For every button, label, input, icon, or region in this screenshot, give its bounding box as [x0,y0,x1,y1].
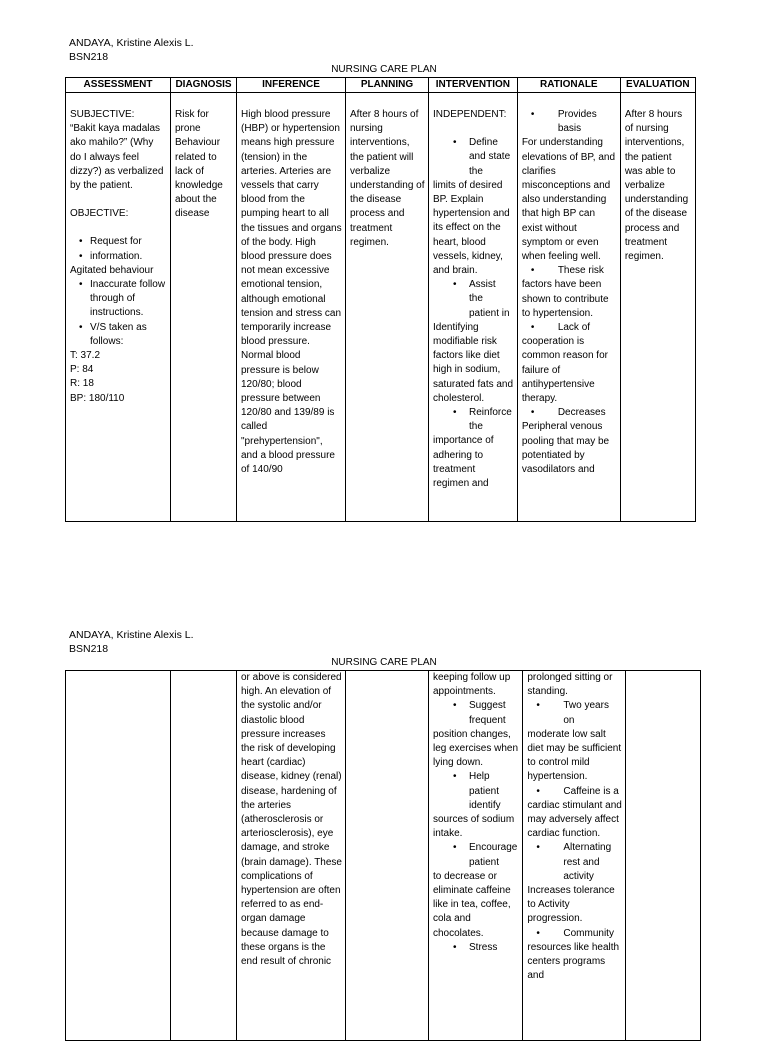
assessment-item-3: • Inaccurate follow through of instructions. [70,278,167,321]
assessment-cell [66,93,171,522]
assessment-item-4: • V/S taken as follows: [70,321,167,349]
student-name-text-page2: ANDAYA, Kristine Alexis L. [69,629,194,641]
rationale-6-tail: cardiac stimulant and may adversely affect cardiac function. [527,799,622,840]
rationale-1-head: • Provides basis [522,108,617,136]
vital-temp: T: 37.2 [70,350,101,362]
content-row-page1 [66,93,696,522]
intervention-1-head: • Define and state the [433,136,514,179]
rationale-1-tail: For understanding elevations of BP, and clarifies misconceptions and also understanding that high BP can exist without symptom or even when feeling well. [521,137,616,263]
rationale-8-tail: resources like health centers programs and [527,941,620,982]
planning-cell-page2 [346,671,429,1041]
rationale-cont: prolonged sitting or standing. [527,672,613,698]
agitated-behaviour: Agitated behaviour [70,264,154,276]
diagnosis-cell [171,93,237,522]
diagnosis-cell-page2 [171,671,237,1041]
content-row-page2 [66,671,701,1041]
intervention-cell [429,93,518,522]
evaluation-cell [620,93,695,522]
intervention-5-head: • Help patient identify [433,770,519,813]
intervention-cell-page2 [429,671,523,1041]
rationale-6-head: • Caffeine is a [527,785,622,799]
intervention-7-head: • Stress [433,941,519,955]
inference-cell [237,93,346,522]
plan-title-page2: NURSING CARE PLAN [331,657,437,668]
student-name [69,36,194,64]
inference-text-1: High blood pressure (HBP) or hypertension means high pressure (tension) in the arteries. Arteries are vessels that carry blood from the pumping heart to all the tissues and organs of the body. High blood pressure does not mean excessive emotional tension, although emotional tension and stress can temporarily increase blood pressure. Normal blood pressure is below 120/80; blood pressure between 120/80 and 139/89 is called "prehypertension", and a blood pressure of 140/90 [241,109,342,476]
student-name-text: ANDAYA, Kristine Alexis L. [69,37,194,49]
planning-text: After 8 hours of nursing interventions, the patient will verbalize understanding of the disease process and treatment regimen. [350,109,425,248]
inference-text-2: or above is considered high. An elevation of the systolic and/or diastolic blood pressure increases the risk of developing heart (cardiac) disease, kidney (renal) disease, hardening of the arteries (atherosclerosis or arteriosclerosis), eye damage, and stroke (brain damage). These complications of hypertension are often referred to as end-organ damage because damage to these organs is the end result of chronic [241,672,342,968]
assessment-item-1: • Request for [70,235,167,249]
rationale-cell-page2 [523,671,626,1041]
evaluation-cell-page2 [626,671,701,1041]
rationale-8-head: • Community [527,927,622,941]
section-text-page2: BSN218 [69,643,109,655]
intervention-cont: keeping follow up appointments. [433,672,511,698]
rationale-7-head: • Alternating rest and activity [527,841,622,884]
plan-title: NURSING CARE PLAN [331,64,437,75]
vital-resp: R: 18 [70,378,94,390]
intervention-1-tail: limits of desired BP. Explain hypertension and its effect on the heart, blood vessels, kidney, and brain. [433,179,510,277]
subjective-text: “Bakit kaya madalas ako mahilo?” (Why do I always feel dizzy?) as verbalized by the patient. [70,123,164,192]
header-assessment: ASSESSMENT [66,78,171,93]
inference-cell-page2 [237,671,346,1041]
intervention-6-tail: to decrease or eliminate caffeine like in tea, coffee, cola and chocolates. [433,870,511,939]
objective-label: OBJECTIVE: [70,208,129,220]
intervention-4-head: • Suggest frequent [433,699,519,727]
header-diagnosis: DIAGNOSIS [171,78,237,93]
assessment-cell-page2 [66,671,171,1041]
rationale-5-head: • Two years on [527,699,622,727]
independent-label: INDEPENDENT: [433,109,507,120]
care-plan-table-page1 [65,77,696,522]
rationale-3-tail: cooperation is common reason for failure of antihypertensive therapy. [521,336,608,405]
intervention-2-head: • Assist the patient in [433,278,514,321]
rationale-4-tail: Peripheral venous pooling that may be potentiated by vasodilators and [521,421,610,476]
section-text: BSN218 [69,51,109,63]
rationale-2-tail: factors have been shown to contribute to hypertension. [521,279,609,319]
vital-pulse: P: 84 [70,364,94,376]
subjective-label: SUBJECTIVE: [70,109,135,120]
diagnosis-text: Risk for prone Behaviour related to lack of knowledge about the disease [175,109,223,220]
rationale-5-tail: moderate low salt diet may be sufficient to control mild hypertension. [527,728,622,783]
planning-cell [346,93,429,522]
student-name-page2 [69,628,194,656]
care-plan-table-page2 [65,670,701,1041]
evaluation-text: After 8 hours of nursing interventions, the patient was able to verbalize understanding of the disease process and treatment regimen. [624,109,689,263]
rationale-7-tail: Increases tolerance to Activity progression. [527,885,615,925]
assessment-item-2: • information. [70,250,167,264]
header-planning: PLANNING [346,78,429,93]
header-evaluation: EVALUATION [620,78,695,93]
header-inference: INFERENCE [237,78,346,93]
header-rationale: RATIONALE [517,78,620,93]
intervention-3-head: • Reinforce the [433,406,514,434]
vital-bp: BP: 180/110 [70,392,125,404]
intervention-6-head: • Encourage patient [433,841,519,869]
rationale-2-head: • These risk [522,264,617,278]
rationale-cell [517,93,620,522]
rationale-3-head: • Lack of [522,321,617,335]
header-intervention: INTERVENTION [429,78,518,93]
intervention-5-tail: sources of sodium intake. [433,814,515,840]
rationale-4-head: • Decreases [522,406,617,420]
header-row [66,78,696,93]
intervention-2-tail: Identifying modifiable risk factors like diet high in sodium, saturated fats and cholesterol. [433,321,514,404]
intervention-4-tail: position changes, leg exercises when lying down. [433,728,519,769]
intervention-3-tail: importance of adhering to treatment regimen and [433,435,494,490]
